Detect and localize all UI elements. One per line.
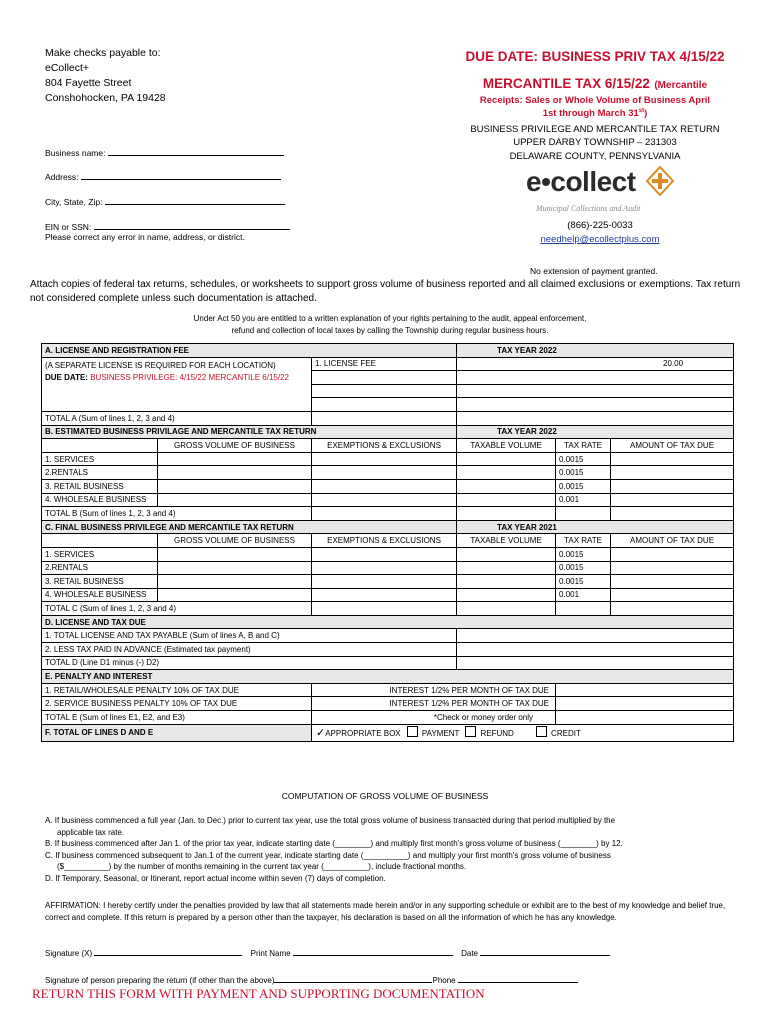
refund-checkbox[interactable]: [465, 726, 476, 737]
section-a-title: A. LICENSE AND REGISTRATION FEE: [42, 344, 457, 358]
total-b-label: TOTAL B (Sum of lines 1, 2, 3 and 4): [42, 507, 312, 521]
table-row: 1. SERVICES 0.0015: [42, 452, 734, 466]
no-extension-note: No extension of payment granted.: [530, 266, 658, 276]
plus-badge-icon: [646, 166, 674, 196]
section-a-header: [42, 344, 734, 358]
payment-checkbox[interactable]: [407, 726, 418, 737]
payable-line: 804 Fayette Street: [45, 77, 132, 89]
signature-row: Signature (X) Print Name Date: [45, 947, 610, 958]
table-row: 1. RETAIL/WHOLESALE PENALTY 10% OF TAX DUE INTEREST 1/2% PER MONTH OF TAX DUE: [42, 683, 734, 697]
section-c-columns: GROSS VOLUME OF BUSINESS EXEMPTIONS & EXCLUSIONS TAXABLE VOLUME TAX RATE AMOUNT OF TAX DUE: [42, 534, 734, 548]
phone-number: (866)-225-0033: [567, 220, 633, 231]
section-f-title: F. TOTAL OF LINES D AND E: [42, 724, 312, 741]
correct-note: Please correct any error in name, address, or district.: [45, 232, 245, 242]
check-mark-icon: ✓: [316, 727, 326, 740]
city-state-zip-field[interactable]: City, State, Zip:: [45, 195, 285, 207]
section-d-header: [42, 615, 734, 629]
refund-options: ✓APPROPRIATE BOX PAYMENT REFUND CREDIT: [312, 724, 734, 741]
credit-checkbox[interactable]: [536, 726, 547, 737]
total-a-label: TOTAL A (Sum of lines 1, 2, 3 and 4): [42, 411, 312, 425]
computation-instructions: A. If business commenced a full year (Jan. to Dec.) prior to current tax year, use the total gross volume of business transacted during that period multiplied by the applicable tax rate. B. If business commenced after Jan 1. of the prior tax year, indicate starting date (________) and multiply first month's gross volume of business (________) by 12. C. If business commenced subsequent to Jan.1 of the current year, indicate starting date (__________) and multiply your first month's gross volume of business ($__________) by the number of months remaining in the current tax year (__________), include fractional months. D. If Temporary, Seasonal, or Itinerant, report actual income within seven (7) days of completion.: [45, 816, 623, 883]
payable-line: Conshohocken, PA 19428: [45, 92, 166, 104]
preparer-phone-field[interactable]: [458, 974, 578, 983]
mercantile-heading: MERCANTILE TAX 6/15/22 (Mercantile: [482, 76, 708, 91]
section-e-title: E. PENALTY AND INTEREST: [42, 670, 734, 684]
table-row: 2. LESS TAX PAID IN ADVANCE (Estimated tax payment): [42, 643, 734, 657]
preparer-signature-field[interactable]: [274, 974, 432, 983]
table-row: 3. RETAIL BUSINESS 0.0015: [42, 479, 734, 493]
license-fee-label: 1. LICENSE FEE: [312, 357, 457, 371]
signature-field[interactable]: [94, 947, 242, 956]
tax-return-table: [41, 343, 734, 742]
payable-line: eCollect+: [45, 62, 90, 74]
section-a-tax-year: TAX YEAR 2022: [457, 344, 734, 358]
act50-note: Under Act 50 you are entitled to a written explanation of your rights pertaining to the audit, appeal enforcement, refund and collection of local taxes by calling the Township during regular business hours.: [193, 314, 587, 335]
preparer-row: Signature of person preparing the return (if other than the above) Phone: [45, 974, 578, 985]
payable-address-block: [45, 46, 166, 106]
county: DELAWARE COUNTY, PENNSYLVANIA: [509, 151, 681, 162]
logo-wordmark: e•collect: [526, 166, 636, 197]
ein-field[interactable]: EIN or SSN:: [45, 220, 290, 232]
table-row: TOTAL D (Line D1 minus (-) D2): [42, 656, 734, 670]
section-e-header: [42, 670, 734, 684]
section-f-row: [42, 724, 734, 741]
table-row: [42, 411, 734, 425]
computation-title: COMPUTATION OF GROSS VOLUME OF BUSINESS: [281, 791, 489, 801]
table-row: 2. SERVICE BUSINESS PENALTY 10% OF TAX DUE INTEREST 1/2% PER MONTH OF TAX DUE: [42, 697, 734, 711]
ecollect-logo: [526, 166, 676, 214]
section-a-note: (A SEPARATE LICENSE IS REQUIRED FOR EACH LOCATION) DUE DATE: BUSINESS PRIVILEGE: 4/15/22 MERCANTILE 6/15/22: [42, 357, 312, 411]
section-b-columns: GROSS VOLUME OF BUSINESS EXEMPTIONS & EXCLUSIONS TAXABLE VOLUME TAX RATE AMOUNT OF TAX DUE: [42, 439, 734, 453]
date-field[interactable]: [480, 947, 610, 956]
section-b-title: B. ESTIMATED BUSINESS PRIVILAGE AND MERCANTILE TAX RETURN: [42, 425, 457, 439]
section-b-header: [42, 425, 734, 439]
return-form-footer: RETURN THIS FORM WITH PAYMENT AND SUPPORTING DOCUMENTATION: [32, 986, 485, 1001]
table-row: 1. TOTAL LICENSE AND TAX PAYABLE (Sum of lines A, B and C): [42, 629, 734, 643]
receipts-line1: Receipts: Sales or Whole Volume of Business April: [479, 95, 711, 106]
license-fee-value[interactable]: 20.00: [457, 357, 734, 371]
total-c-label: TOTAL C (Sum of lines 1, 2, 3 and 4): [42, 602, 312, 616]
section-b-tax-year: TAX YEAR 2022: [457, 425, 734, 439]
logo-tagline: Municipal Collections and Audit: [536, 204, 641, 213]
address-field[interactable]: Address:: [45, 170, 281, 182]
table-row: 3. RETAIL BUSINESS 0.0015: [42, 575, 734, 589]
section-c-header: [42, 520, 734, 534]
section-c-title: C. FINAL BUSINESS PRIVILEGE AND MERCANTILE TAX RETURN: [42, 520, 457, 534]
table-row: 2.RENTALS 0.0015: [42, 466, 734, 480]
due-date-heading: DUE DATE: BUSINESS PRIV TAX 4/15/22: [465, 49, 725, 64]
table-row: 4. WHOLESALE BUSINESS 0.001: [42, 588, 734, 602]
attach-note: Attach copies of federal tax returns, schedules, or worksheets to support gross volume of business reported and all claimed exclusions or exemptions. Tax return not considered complete unless such documentation is attached.: [30, 279, 741, 304]
section-c-tax-year: TAX YEAR 2021: [457, 520, 734, 534]
table-row: [42, 507, 734, 521]
table-row: [42, 602, 734, 616]
section-d-title: D. LICENSE AND TAX DUE: [42, 615, 734, 629]
return-title: BUSINESS PRIVILEGE AND MERCANTILE TAX RETURN: [470, 124, 720, 135]
print-name-field[interactable]: [293, 947, 453, 956]
table-row: 4. WHOLESALE BUSINESS 0.001: [42, 493, 734, 507]
affirmation-text: AFFIRMATION: I hereby certify under the penalties provided by law that all statements made herein and/or in any supporting schedule or exhibit are to the best of my knowledge and belief true, correct and complete. If this return is prepared by a person other than the taxpayer, his declaration is based on all the information of which he has any knowledge.: [45, 901, 726, 922]
township: UPPER DARBY TOWNSHIP – 231303: [513, 137, 677, 148]
business-name-field[interactable]: Business name:: [45, 146, 284, 158]
payable-line: Make checks payable to:: [45, 47, 161, 59]
table-row: [42, 357, 734, 371]
support-email-link[interactable]: needhelp@ecollectplus.com: [540, 234, 660, 245]
table-row: TOTAL E (Sum of lines E1, E2, and E3) *Check or money order only: [42, 711, 734, 725]
receipts-line2: 1st through March 31st): [542, 108, 648, 120]
table-row: 2.RENTALS 0.0015: [42, 561, 734, 575]
table-row: 1. SERVICES 0.0015: [42, 547, 734, 561]
